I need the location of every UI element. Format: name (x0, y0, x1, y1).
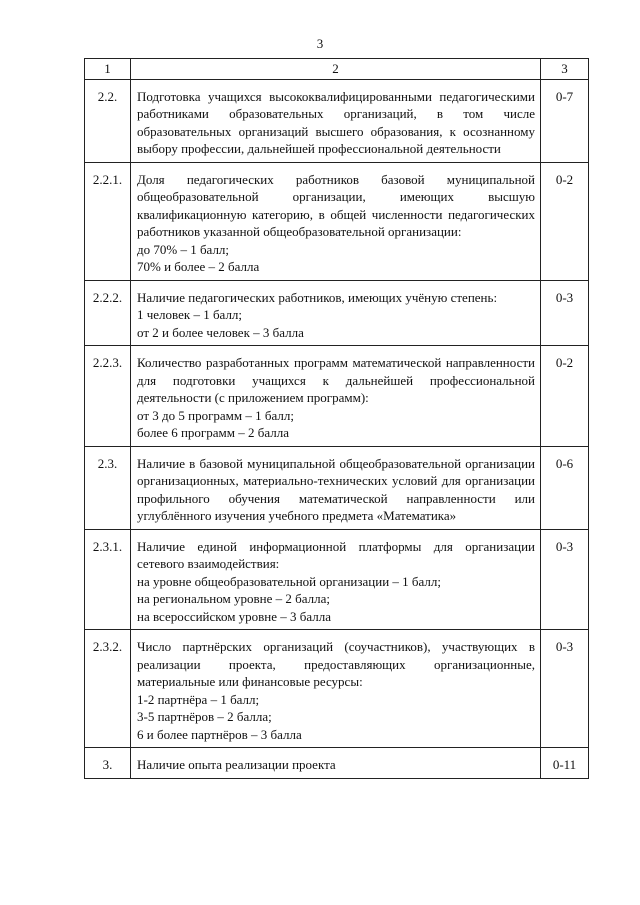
criterion-text: Наличие единой информационной платформы для организации сетевого взаимодействия: (137, 538, 535, 571)
scoring-item: от 2 и более человек – 3 балла (137, 324, 304, 340)
criterion-number: 3. (85, 748, 131, 779)
scoring-item: 70% и более – 2 балла (137, 259, 260, 274)
scoring-item: 1-2 партнёра – 1 балл; (137, 691, 260, 707)
criterion-number: 2.3.1. (85, 529, 131, 630)
score-range: 0-3 (541, 630, 589, 748)
criterion-description (131, 446, 541, 529)
table-row (85, 529, 589, 630)
criterion-description (131, 529, 541, 630)
scoring-item: на всероссийском уровне – 3 балла (137, 608, 332, 624)
score-range: 0-6 (541, 446, 589, 529)
scoring-item: от 3 до 5 программ – 1 балл; (137, 407, 294, 423)
criterion-text: Число партнёрских организаций (соучастников), участвующих в реализации проекта, предоставляющих организационные, материальные или финансовые ресурсы: (137, 639, 535, 689)
criterion-number: 2.3. (85, 446, 131, 529)
table-row (85, 162, 589, 280)
criterion-text: Наличие педагогических работников, имеющих учёную степень: (137, 289, 498, 305)
scoring-item: на уровне общеобразовательной организации – 1 балл; (137, 573, 441, 589)
criterion-text: Количество разработанных программ математической направленности для подготовки учащихся к дальнейшей профессиональной деятельности (с приложением программ): (137, 355, 535, 405)
score-range: 0-7 (541, 79, 589, 162)
scoring-item: 6 и более партнёров – 3 балла (137, 726, 302, 742)
criterion-description (131, 280, 541, 346)
scoring-item: более 6 программ – 2 балла (137, 425, 289, 440)
score-range: 0-3 (541, 529, 589, 630)
column-header-3: 3 (541, 59, 589, 80)
score-range: 0-2 (541, 346, 589, 447)
criterion-text: Наличие опыта реализации проекта (137, 757, 336, 772)
criterion-description (131, 346, 541, 447)
table-row (85, 79, 589, 162)
criterion-text: Наличие в базовой муниципальной общеобразовательной организации организационных, материально-технических условий для организации профильного обучения математической направленности или углублённого изучения учебного предмета «Математика» (137, 455, 535, 523)
scoring-item: 3-5 партнёров – 2 балла; (137, 709, 272, 724)
criterion-number: 2.2. (85, 79, 131, 162)
table-row (85, 446, 589, 529)
table-row (85, 630, 589, 748)
scoring-item: на региональном уровне – 2 балла; (137, 591, 330, 606)
table-header-row (85, 59, 589, 80)
criterion-description (131, 748, 541, 779)
score-range: 0-3 (541, 280, 589, 346)
criterion-description (131, 630, 541, 748)
criteria-table (84, 58, 589, 779)
table-row (85, 280, 589, 346)
page-number: 3 (316, 36, 324, 51)
criterion-text: Доля педагогических работников базовой муниципальной общеобразовательной организации, имеющих высшую квалификационную категорию, в общей численности педагогических работников указанной общеобразовательной организации: (137, 171, 535, 239)
score-range: 0-2 (541, 162, 589, 280)
criterion-description (131, 79, 541, 162)
table-row (85, 346, 589, 447)
table-row (85, 748, 589, 779)
criterion-number: 2.2.1. (85, 162, 131, 280)
scoring-item: до 70% – 1 балл; (137, 241, 230, 257)
criterion-number: 2.2.2. (85, 280, 131, 346)
criterion-number: 2.2.3. (85, 346, 131, 447)
criterion-description (131, 162, 541, 280)
criterion-number: 2.3.2. (85, 630, 131, 748)
score-range: 0-11 (541, 748, 589, 779)
column-header-1: 1 (85, 59, 131, 80)
scoring-item: 1 человек – 1 балл; (137, 307, 243, 322)
criterion-text: Подготовка учащихся высококвалифицированными педагогическими работниками образовательных организаций, в том числе образовательных организаций высшего образования, к осознанному выбору профессии, дальнейшей профессиональной деятельности (137, 88, 535, 156)
column-header-2: 2 (131, 59, 541, 80)
